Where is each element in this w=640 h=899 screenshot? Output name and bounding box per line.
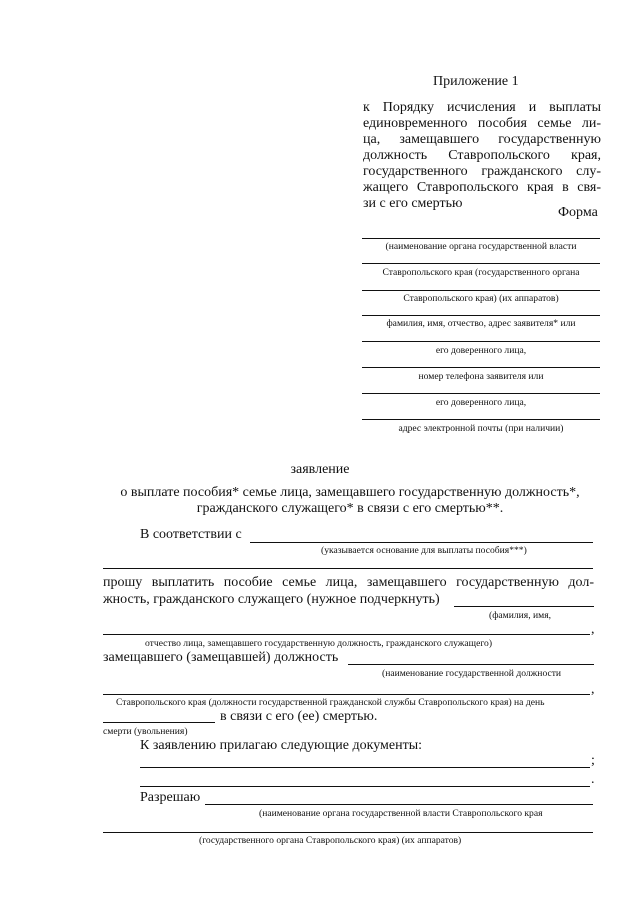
addressee-fill-line[interactable] xyxy=(362,315,600,316)
basis-caption: (указывается основание для выплаты пособия***) xyxy=(321,545,527,556)
reference-line: единовременного пособия семье ли- xyxy=(363,116,601,131)
appendix-reference xyxy=(363,100,601,212)
documents-label: К заявлению прилагаю следующие документы: xyxy=(140,738,423,753)
addressee-fill-line[interactable] xyxy=(362,263,600,264)
reference-line: государственного гражданского слу- xyxy=(363,164,601,179)
addressee-caption: (наименование органа государственной власти xyxy=(385,241,577,252)
addressee-fill-line[interactable] xyxy=(362,290,600,291)
reference-line: к Порядку исчисления и выплаты xyxy=(363,100,601,115)
permit-fill-line-continued[interactable] xyxy=(103,832,593,833)
addressee-caption: адрес электронной почты (при наличии) xyxy=(398,423,564,434)
addressee-caption: его доверенного лица, xyxy=(435,345,527,356)
basis-fill-line-continued[interactable] xyxy=(103,568,593,569)
position-caption: (наименование государственной должности xyxy=(382,668,562,679)
addressee-fill-line[interactable] xyxy=(362,367,600,368)
comma: , xyxy=(591,682,595,697)
request-text-line: жность, гражданского служащего (нужное подчеркнуть) xyxy=(103,592,440,607)
addressee-caption: его доверенного лица, xyxy=(435,397,527,408)
reference-line: ца, замещавшего государственную xyxy=(363,132,601,147)
reference-line: зи с его смертью xyxy=(363,196,463,211)
permit-fill-line[interactable] xyxy=(205,804,593,805)
fio-fill-line-continued[interactable] xyxy=(103,634,590,635)
document-title: заявление xyxy=(290,462,350,477)
addressee-caption: фамилия, имя, отчество, адрес заявителя* или xyxy=(386,318,576,329)
death-text: в связи с его (ее) смертью. xyxy=(220,709,378,724)
form-label: Форма xyxy=(558,205,598,220)
title-subject-line: гражданского служащего* в связи с его смертью**. xyxy=(196,501,504,516)
comma: , xyxy=(591,622,595,637)
title-subject-line: о выплате пособия* семье лица, замещавшего государственную должность*, xyxy=(120,485,580,500)
documents-fill-line[interactable] xyxy=(140,786,590,787)
service-caption: Ставропольского края (должности государственной гражданской службы Ставропольского края) на день xyxy=(116,697,545,708)
addressee-fill-line[interactable] xyxy=(362,393,600,394)
position-fill-line[interactable] xyxy=(348,664,594,665)
position-label: замещавшего (замещавшей) должность xyxy=(103,650,339,665)
fio-caption: (фамилия, имя, xyxy=(489,610,552,621)
semicolon: ; xyxy=(591,753,595,768)
position-fill-line-continued[interactable] xyxy=(103,694,590,695)
appendix-number: Приложение 1 xyxy=(433,74,519,89)
addressee-caption: Ставропольского края (государственного органа xyxy=(382,267,580,278)
addressee-caption: номер телефона заявителя или xyxy=(418,371,544,382)
date-fill-line[interactable] xyxy=(103,722,215,723)
reference-line: жащего Ставропольского края в свя- xyxy=(363,180,601,195)
permit-label: Разрешаю xyxy=(140,790,201,805)
period: . xyxy=(591,772,595,787)
addressee-fill-line[interactable] xyxy=(362,238,600,239)
addressee-fill-line[interactable] xyxy=(362,341,600,342)
reference-line: должность Ставропольского края, xyxy=(363,148,601,163)
date-caption: смерти (увольнения) xyxy=(103,726,188,737)
according-label: В соответствии с xyxy=(140,527,242,542)
documents-fill-line[interactable] xyxy=(140,767,590,768)
addressee-caption: Ставропольского края) (их аппаратов) xyxy=(403,293,559,304)
permit-caption: (государственного органа Ставропольского края) (их аппаратов) xyxy=(199,835,462,846)
patronymic-caption: отчество лица, замещавшего государственную должность, гражданского служащего) xyxy=(145,638,493,649)
fio-fill-line[interactable] xyxy=(454,606,594,607)
basis-fill-line[interactable] xyxy=(250,542,593,543)
request-text-line: прошу выплатить пособие семье лица, замещавшего государственную дол- xyxy=(103,575,594,590)
permit-caption: (наименование органа государственной власти Ставропольского края xyxy=(259,808,543,819)
addressee-fill-line[interactable] xyxy=(362,419,600,420)
